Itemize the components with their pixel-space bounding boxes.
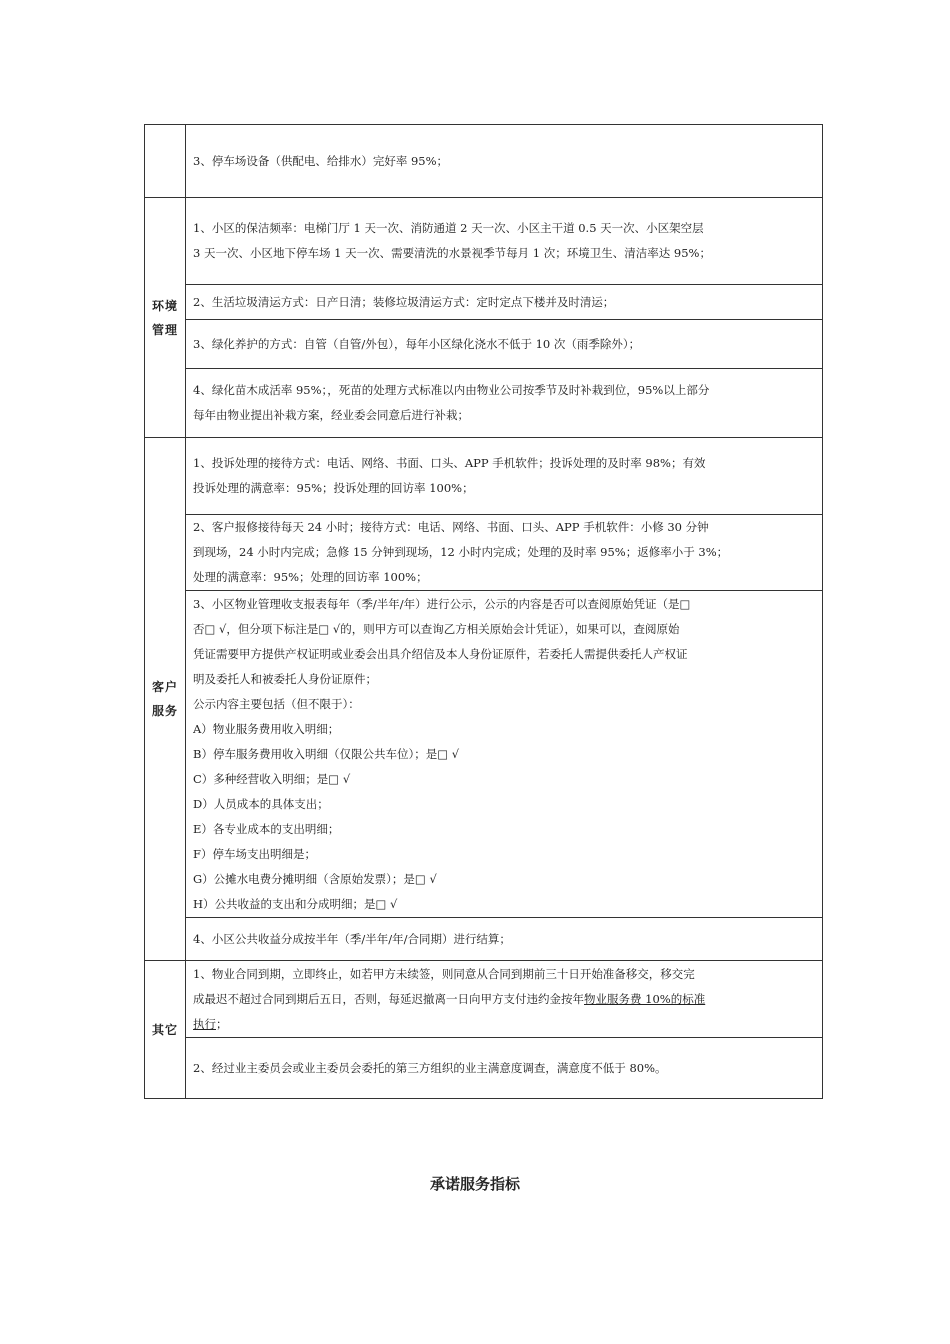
text-line: 到现场，24 小时内完成；急修 15 分钟到现场，12 小时内完成；处理的及时率 95%；返修率小于 3%； — [193, 545, 729, 559]
service-table-container — [144, 124, 823, 1099]
text-line: A）物业服务费用收入明细； — [193, 721, 340, 736]
category-cell-customer-service — [145, 438, 186, 961]
item-cell — [186, 125, 823, 198]
table-row — [145, 320, 823, 369]
table-row — [145, 198, 823, 285]
underlined-text: 物业服务费 10%的标准 — [584, 991, 706, 1006]
text-line: F）停车场支出明细是； — [193, 846, 316, 861]
text-line: 1、物业合同到期，立即终止，如若甲方未续签，则同意从合同到期前三十日开始准备移交，移交完 — [193, 966, 695, 981]
service-standards-table — [144, 124, 823, 1099]
text-line: 4、小区公共收益分成按半年（季/半年/年/合同期）进行结算； — [193, 931, 511, 946]
text-line: 2、客户报修接待每天 24 小时；接待方式：电话、网络、书面、口头、APP 手机软件：小修 30 分钟 — [193, 520, 709, 534]
text-line: 每年由物业提出补栽方案，经业委会同意后进行补栽； — [193, 408, 469, 422]
item-cell — [186, 320, 823, 369]
table-row — [145, 285, 823, 320]
text-line: 4、绿化苗木成活率 95%；，死苗的处理方式标准以内由物业公司按季节及时补栽到位，95%以上部分 — [193, 383, 710, 397]
text-line: H）公共收益的支出和分成明细；是□ √ — [193, 896, 398, 911]
table-row — [145, 961, 823, 1038]
table-row — [145, 369, 823, 438]
text-line: 投诉处理的满意率：95%；投诉处理的回访率 100%； — [193, 481, 474, 495]
text-line: 2、经过业主委员会或业主委员会委托的第三方组织的业主满意度调查，满意度不低于 80%。 — [193, 1060, 667, 1075]
service-table-body — [145, 125, 823, 1099]
table-row — [145, 125, 823, 198]
text-line: 3、绿化养护的方式：自管（自管/外包），每年小区绿化浇水不低于 10 次（雨季除外）； — [193, 336, 641, 351]
text-line: C）多种经营收入明细；是□ √ — [193, 771, 351, 786]
page-title: 承诺服务指标 — [429, 1175, 520, 1193]
item-cell — [186, 438, 823, 515]
item-cell — [186, 918, 823, 961]
text-line: 1、小区的保洁频率：电梯门厅 1 天一次、消防通道 2 天一次、小区主干道 0.5 天一次、小区架空层 — [193, 221, 704, 235]
table-row — [145, 438, 823, 515]
category-cell-empty — [145, 125, 186, 198]
table-row — [145, 515, 823, 591]
category-cell-other — [145, 961, 186, 1099]
text-line: 2、生活垃圾清运方式：日产日清；装修垃圾清运方式：定时定点下楼并及时清运； — [193, 294, 615, 309]
item-cell — [186, 1038, 823, 1099]
item-cell — [186, 198, 823, 285]
text-line: 1、投诉处理的接待方式：电话、网络、书面、口头、APP 手机软件；投诉处理的及时率 98%；有效 — [193, 456, 706, 470]
text-segment: 成最迟不超过合同到期后五日，否则，每延迟撤离一日向甲方支付违约金按年 — [193, 991, 584, 1006]
text-line: 3 天一次、小区地下停车场 1 天一次、需要清洗的水景视季节每月 1 次；环境卫生、清洁率达 95%； — [193, 246, 711, 260]
category-label-line: 环境 — [151, 298, 178, 313]
text-line: 处理的满意率：95%；处理的回访率 100%； — [193, 570, 428, 584]
text-line: 3、停车场设备（供配电、给排水）完好率 95%； — [193, 153, 449, 168]
text-line: B）停车服务费用收入明细（仅限公共车位）；是□ √ — [193, 746, 460, 761]
item-cell — [186, 369, 823, 438]
text-line — [193, 987, 816, 1012]
table-row — [145, 918, 823, 961]
text-line: 否□ √，但分项下标注是□ √的，则甲方可以查询乙方相关原始会计凭证），如果可以，查阅原始 — [193, 621, 680, 636]
text-line: G）公摊水电费分摊明细（含原始发票）；是□ √ — [193, 871, 437, 886]
text-segment: ； — [216, 1016, 228, 1031]
text-line: 明及委托人和被委托人身份证原件； — [193, 671, 377, 686]
underlined-text: 执行 — [193, 1016, 216, 1031]
text-line — [193, 1012, 816, 1037]
category-label-line: 客户 — [151, 680, 178, 694]
item-cell — [186, 285, 823, 320]
text-line: 3、小区物业管理收支报表每年（季/半年/年）进行公示，公示的内容是否可以查阅原始凭证（是□ — [193, 596, 691, 611]
text-line: 公示内容主要包括（但不限于）： — [193, 696, 360, 711]
item-cell — [186, 961, 823, 1038]
category-label-line: 管理 — [151, 322, 178, 337]
category-label-line: 服务 — [151, 704, 178, 718]
table-row — [145, 1038, 823, 1099]
item-cell — [186, 515, 823, 591]
category-cell-environment — [145, 198, 186, 438]
item-cell — [186, 591, 823, 918]
text-line: 凭证需要甲方提供产权证明或业委会出具介绍信及本人身份证原件，若委托人需提供委托人产权证 — [193, 646, 688, 661]
text-line: D）人员成本的具体支出； — [193, 796, 329, 811]
category-label-line: 其它 — [151, 1022, 178, 1037]
text-line: E）各专业成本的支出明细； — [193, 821, 340, 836]
table-row — [145, 591, 823, 918]
